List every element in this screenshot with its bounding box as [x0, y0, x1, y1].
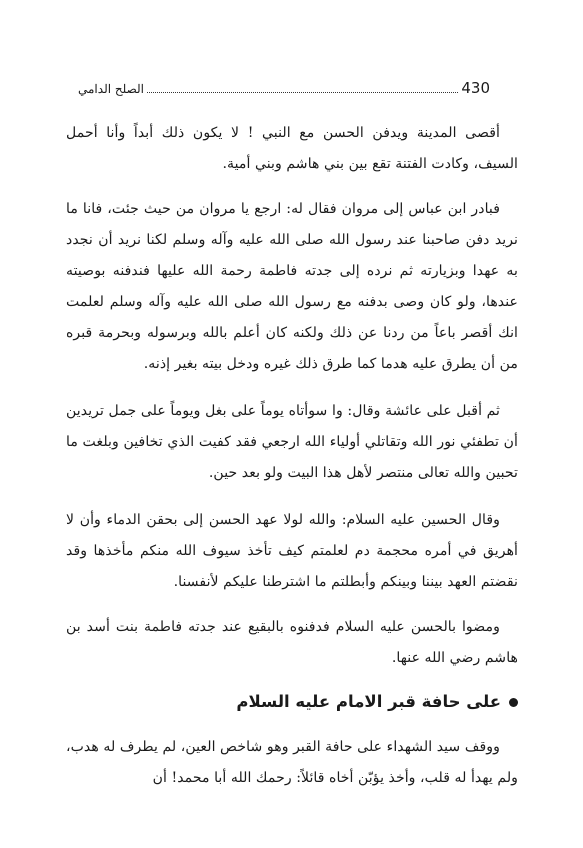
running-title: الصلح الدامي — [78, 82, 144, 96]
running-header — [78, 76, 490, 96]
section-heading-text: على حافة قبر الامام عليه السلام — [236, 692, 501, 711]
paragraph: ومضوا بالحسن عليه السلام فدفنوه بالبقيع عند جدته فاطمة بنت أسد بن هاشم رضي الله عنها. — [66, 619, 518, 666]
paragraph: وقال الحسين عليه السلام: والله لولا عهد الحسن إلى بحقن الدماء وأن لا أهريق في أمره محجمة دم لعلمتم كيف تأخذ سيوف الله منكم مأخذها وقد نقضتم العهد بيننا وبينكم وأبطلتم ما اشترطنا عليكم لأنفسنا. — [66, 512, 518, 590]
dotted-leader — [147, 92, 458, 93]
section-heading — [66, 688, 518, 716]
bullet-icon — [509, 698, 518, 707]
paragraph: ثم أقبل على عائشة وقال: وا سوأتاه يوماً على بغل ويوماً على جمل تريدين أن تطفئي نور الله وتقاتلي أولياء الله ارجعي فقد كفيت الذي تخافين وبلغت ما تحبين والله تعالى منتصر لأهل هذا البيت ولو بعد حين. — [66, 403, 518, 481]
page-number: 430 — [461, 79, 490, 97]
paragraph: فبادر ابن عباس إلى مروان فقال له: ارجع يا مروان من حيث جئت، فانا ما نريد دفن صاحبنا عند رسول الله صلى الله عليه وآله وسلم لكنا نريد أن نجدد به عهدا وبزيارته ثم نرده إلى جدته فاطمة رحمة الله عليها فندفنه بوصيته عندها، ولو كان وصى بدفنه مع رسول الله صلى الله عليه وآله وسلم لعلمت انك أقصر باعاً من ردنا عن ذلك ولكنه كان أعلم بالله وبرسوله وبحرمة قبره من أن يطرق عليه هدما كما طرق ذلك غيره ودخل بيته بغير إذنه. — [66, 201, 518, 372]
page-body — [66, 118, 518, 810]
paragraph: ووقف سيد الشهداء على حافة القبر وهو شاخص العين، لم يطرف له هدب، ولم يهدأ له قلب، وأخذ يؤبّن أخاه قائلاً: رحمك الله أبا محمد! أن — [66, 739, 518, 786]
paragraph: أقصى المدينة ويدفن الحسن مع النبي ! لا يكون ذلك أبداً وأنا أحمل السيف، وكادت الفتنة تقع بين بني هاشم وبني أمية. — [66, 125, 518, 172]
